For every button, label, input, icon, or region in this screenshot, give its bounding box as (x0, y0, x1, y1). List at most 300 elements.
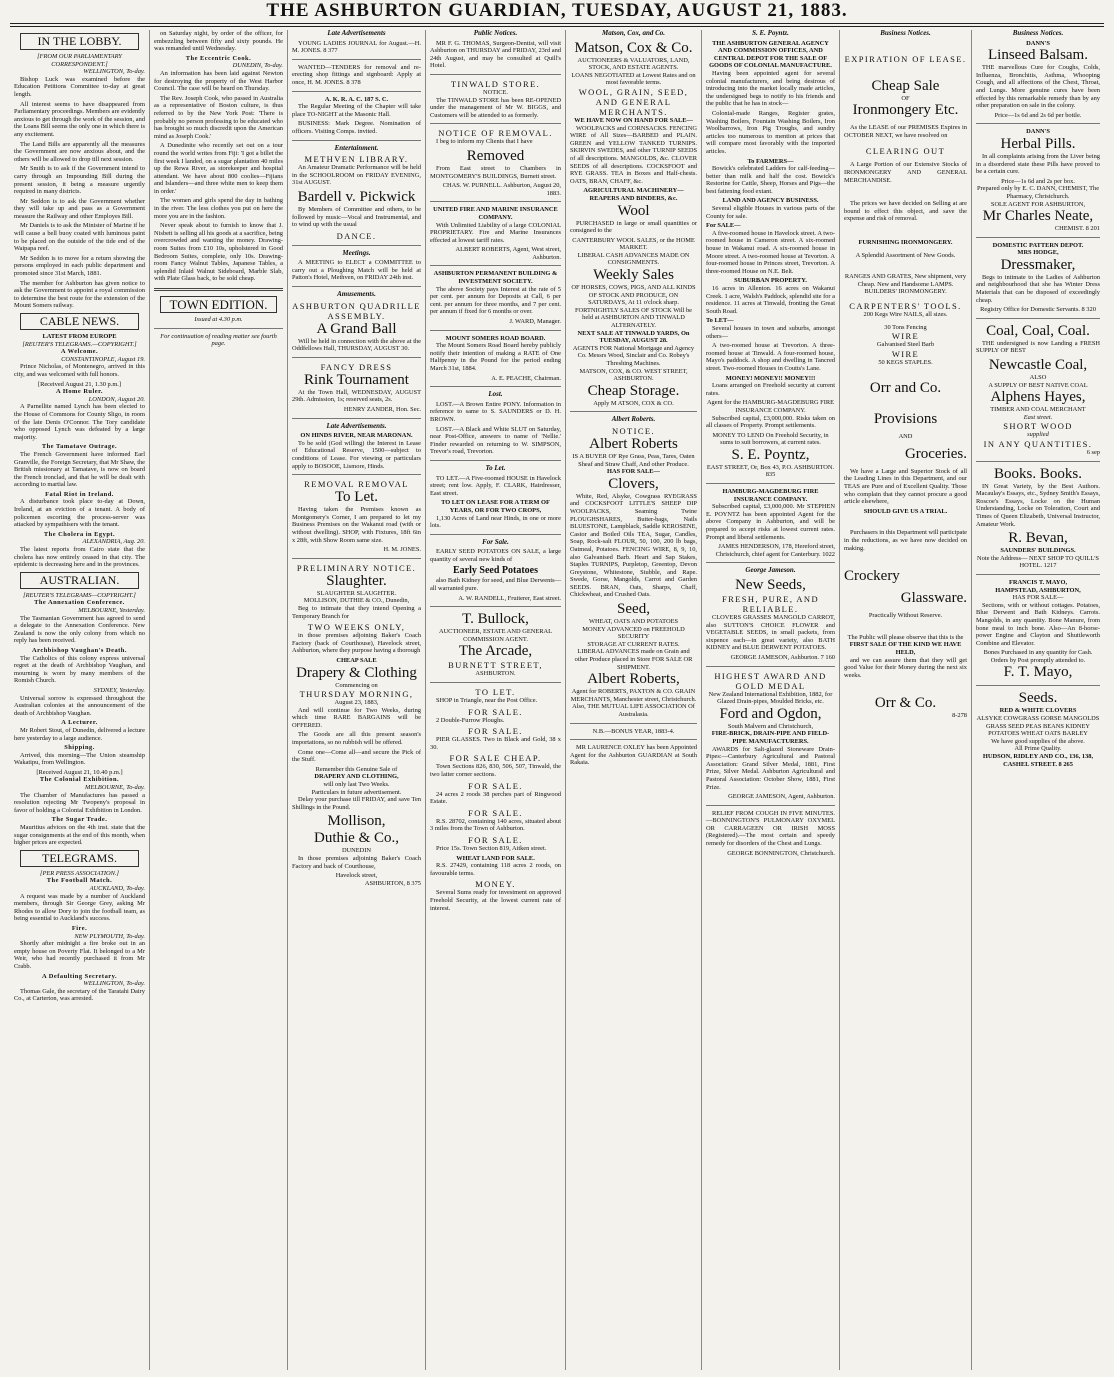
divider (430, 330, 561, 331)
ad-title: Cheap Storage. (587, 382, 680, 399)
ad-para: R.S. 27429, containing 118 acres 2 roods, on favourable terms. (430, 862, 561, 877)
ad-heading: To FARMERS— (747, 157, 794, 165)
ad-line: RANGES AND GRATES, New shipment, very Cheap. New and Handsome LAMPS. BUILDERS' IRONMONGERY. (844, 273, 967, 296)
ad-line: All Prime Quality. (1014, 745, 1062, 753)
ad-heading: SHOULD GIVE US A TRIAL. (863, 507, 948, 515)
divider (292, 558, 421, 559)
ad-sig: GEORGE BONNINGTON, Christchurch. (727, 849, 835, 857)
ad-para: THE marvellous Cure for Coughs, Colds, Influenza, Bronchitis, Asthma, Whooping Cough, and all affections of the Chest, Throat, and Lungs. More genuine cures have been effected by this remarkable remedy than by any other preparation on sale in the colony. (976, 64, 1100, 110)
ad-line: LIBERAL CASH ADVANCES MADE ON CONSIGNMENTS. (577, 251, 690, 267)
masthead-rule (10, 23, 1104, 24)
news-para: The Land Bills are apparently all the measures the Government are now anxious about, and the others will be allowed to drop till next session. (14, 140, 145, 163)
ad-sig: 6 sep (1086, 449, 1100, 456)
ad-sig: 8-278 (952, 712, 967, 720)
news-para: The member for Ashburton has given notice to ask the Government to appoint a royal commission to determine the best route for the extension of the Mount Somers railway. (14, 279, 145, 310)
ad-title: Crockery (844, 568, 900, 585)
telegrams-heading: TELEGRAMS. (20, 850, 139, 867)
ad-heading: FOR SALE. (468, 780, 523, 791)
section-header: Late Advertisements. (326, 421, 387, 430)
ad-title: Duthie & Co., (314, 830, 399, 847)
divider (976, 461, 1100, 462)
ad-para: Town Sections 826, 830, 506, 507, Tinwald, the two latter corner sections. (430, 763, 561, 778)
ad-line: Bones Purchased in any quantity for Cash. (983, 649, 1093, 657)
ad-heading: CARPENTERS' TOOLS. (849, 300, 962, 311)
ad-para: Having taken the Premises known as Montgomery's Corner, I am prepared to let my Business Premises on the Wakanui road (with or without dwelling). SHOP, with Fixtures, 18ft 6in x 28ft, with Show Room same size. (292, 506, 421, 544)
cable-sub: LATEST FROM EUROPE (42, 333, 117, 340)
ad-line: MATSON, COX, & CO. WEST STREET, ASHBURTON. (579, 367, 688, 383)
news-para: A Dunedinite who recently set out on a tour round the world writes from Fiji: 'I got a billet the first week I landed, on a sugar plantation 40 miles up the Rewa River, as storekeeper and hospital attendant. We have about 800 coolies—Fijians and Islanders—and three white men to keep them in order.' (154, 142, 283, 195)
ad-para: WANTED—TENDERS for removal and re-erecting shop fittings and signboard: Apply at once, H. M. JONES. 8 378 (292, 63, 421, 86)
ad-para: From East street to Chambers in MONTGOMERY'S BUILDINGS, Burnett street. (430, 164, 561, 180)
ad-heading: TINWALD STORE. (450, 78, 541, 89)
ad-para: IN Great Variety, by the Best Authors. Macaulay's Essays, etc., Sydney Smith's Essays, Roscoe's Essays, Locke on the Human Understanding, Locke on Toleration, Court and Times of Queen Elizabeth, Universal Instructor, Amateur Work. (976, 482, 1100, 528)
ad-heading: FOR SALE CHEAP. (449, 753, 542, 764)
ad-line: Practically Without Reserve. (868, 612, 943, 620)
dateline: SYDNEY, Yesterday. (93, 686, 145, 694)
ad-title: Matson, Cox & Co. (574, 39, 693, 56)
ad-heading: FURNISHING IRONMONGERY. (858, 238, 953, 246)
ad-sig: JAMES HENDERSON, 178, Hereford street, Christchurch, chief agent for Canterbury. 1022 (715, 543, 835, 558)
ad-line: 30 Tons Fencing (884, 323, 927, 331)
ad-para: MR LAURENCE OXLEY has been Appointed Agent for the Ashburton GUARDIAN at South Rakaia. (570, 744, 697, 767)
divider (292, 91, 421, 92)
ad-heading: WE HAVE NOW ON HAND FOR SALE— (574, 116, 693, 124)
ad-para: The Mount Somers Road Board hereby publicly notify their intention of making a RATE of One Halfpenny in the Pound for the period ending March 31st, 1884. (430, 342, 561, 372)
divider (706, 483, 835, 484)
divider (430, 534, 561, 535)
ad-title: Removed (466, 147, 525, 164)
ad-sig: ASHBURTON, 8 375 (364, 879, 421, 887)
divider (706, 805, 835, 806)
ad-para: A two-roomed house at Trevorton. A three-roomed house at Tinwald. A four-roomed house, Mayo's paddock. A shop and dwelling in Tancred street. Two-roomed Houses in Coutts's Lane. (706, 342, 835, 372)
ad-para: Price 15s. Town Section 819, Aitken street. (436, 844, 547, 852)
town-edition-heading: TOWN EDITION. (160, 296, 277, 313)
divider (430, 265, 561, 266)
section-header: Entertainment. (334, 143, 379, 152)
section-header: Amusements. (337, 290, 376, 299)
news-para: A disturbance took place to-day at Down, Ireland, at an eviction of a tenant. A body of policemen escorting the process-server was attacked by sympathisers with the tenant. (14, 498, 145, 529)
ad-sig: GEORGE JAMESON, Agent, Ashburton. (728, 793, 835, 801)
ad-sig: CHAS. W. PURNELL. Ashburton, August 20, 1883. (442, 182, 561, 197)
ad-para: The prices we have decided on Selling at are bound to effect this object, and save the expense and risk of removal. (844, 200, 967, 223)
news-subhead: The Tamatave Outrage. (41, 443, 118, 451)
dateline: LONDON, August 20. (88, 395, 145, 403)
lobby-heading: IN THE LOBBY. (20, 33, 139, 50)
ad-para: The Regular Meeting of the Chapter will take place TO-NIGHT at the Masonic Hall. (292, 103, 421, 118)
divider (292, 140, 421, 141)
news-subhead: A Welcome. (60, 348, 99, 356)
ad-title: Books. Books. (994, 465, 1082, 482)
ad-line: AUCTIONEERS & VALUATORS, LAND, STOCK, AND ESTATE AGENTS. (577, 56, 690, 72)
ad-title: Orr & Co. (874, 695, 937, 712)
ad-line: Commencing on (335, 681, 378, 689)
divider (292, 59, 421, 60)
ad-line: IS A BUYER OF Rye Grass, Peas, Tares, Oaten Sheaf and Straw Chaff, And other Produce. (572, 452, 695, 468)
divider (430, 606, 561, 607)
ad-heading: FRANCIS T. MAYO, (1008, 578, 1068, 586)
ad-heading: For SALE— (706, 222, 741, 230)
ad-heading: HAMPSTEAD, ASHBURTON, (995, 586, 1081, 594)
ad-para: 16 acres in Allenton. 16 acres on Wakanui Creek. 1 acre, Walsh's Paddock, splendid site for a residence. 11 acres at Tinwald, fronting the Great South Road. (706, 285, 835, 315)
column-header: Late Advertisements (327, 30, 386, 37)
divider (430, 123, 561, 124)
ad-para: BUSINESS: Mark Degree. Nomination of officers. Visiting Comps. invited. (292, 120, 421, 135)
news-subhead: The Annexation Conference. (34, 599, 125, 607)
ad-title: Linseed Balsam. (988, 47, 1088, 64)
masthead-rule-2 (10, 26, 1104, 27)
ad-line: ALSO (1029, 374, 1047, 382)
ad-para: Delay your purchase till FRIDAY, and save Ten Shillings in the Pound. (292, 796, 421, 811)
ad-line: Price—1s 6d and 2s 6d per bottle. (994, 111, 1082, 119)
divider (292, 418, 421, 419)
column-header: Matson, Cox, and Co. (601, 30, 666, 37)
ad-line: MOLLISON, DUTHIE & CO., Dunedin, (303, 597, 410, 605)
ad-para: Will be held in connection with the above at the Oddfellows Hall, THURSDAY, AUGUST 30. (292, 337, 421, 353)
ad-sig: H. M. JONES. (383, 546, 421, 554)
ad-title: Albert Roberts, (587, 671, 680, 688)
news-para: Never speak about to furnish to know that J. Nisbett is selling all his goods at a sacrifice, being overcrowded and wanting the money. Drawing-room Suites from £10 10s, upholstered in Good Bedroom Suites, complete, only 10s. Drawing-room Fancy Walnut Tables, Japanese Tables, a splendid Inlaid Walnut Sideboard, Marble Slab, with Plate Glass back, to be sold cheap. (154, 222, 283, 283)
ad-line: 200 Kegs Wire NAILS, all sizes. (863, 310, 948, 318)
ad-line: Agent for the HAMBURG-MAGDEBURG FIRE INSURANCE COMPANY. (706, 399, 835, 414)
ad-line: HAS FOR SALE— (1012, 594, 1064, 602)
ad-para: Beg to intimate that they intend Opening a Temporary Branch for (292, 604, 421, 620)
column-ads-2 (426, 30, 566, 1370)
ad-para: RELIEF FROM COUGH IN FIVE MINUTES.—BONNINGTON'S PULMONARY OXYMEL OR CARRAGEEN OR IRISH MOSS (Registered).—The most certain and speedy remedy for disorders of the Chest and Lungs. (706, 809, 835, 848)
ad-line: The Public will please observe that this is the (847, 633, 964, 641)
ad-title: Albert Roberts (589, 435, 678, 452)
ad-title: Bardell v. Pickwick (297, 188, 416, 205)
ad-line: STORAGE AT CURRENT RATES. (587, 640, 680, 648)
ad-heading: HAMBURG-MAGDEBURG FIRE INSURANCE COMPANY. (722, 488, 819, 503)
ad-line: Note the Address— NEXT SHOP TO QUILL'S HOTEL. 1217 (977, 554, 1099, 570)
ad-title: Seeds. (1018, 690, 1058, 707)
ad-para: MR F. G. THOMAS, Surgeon-Dentist, will visit Ashburton on THURSDAY and FRIDAY, 23rd and 24th August, and may be consulted at Quill's Hotel. (430, 39, 561, 70)
column-header: Business Notices. (1012, 30, 1064, 37)
news-subhead: Fatal Riot in Ireland. (45, 490, 114, 498)
lobby-sub: [FROM OUR PARLIAMENTARY CORRESPONDENT.] (37, 53, 122, 68)
ad-para: THE undersigned is now Landing a FRESH SUPPLY OF BEST (976, 339, 1100, 355)
ad-para: An Amateur Dramatic Performance will be held in the SCHOOLROOM on FRIDAY EVENING, 31st AUGUST. (292, 164, 421, 187)
ad-title: Provisions (873, 411, 938, 428)
news-subhead: Fire. (71, 924, 88, 932)
news-para: Arrived, this morning—The Union steamship Wakatipu, from Wellington. (14, 751, 145, 767)
ad-line: LIBERAL ADVANCES made on Grain and other Produce placed in Store FOR SALE OR SHIPMENT. (574, 648, 693, 671)
section-header: George Jameson. (745, 566, 796, 575)
divider (706, 562, 835, 563)
aus-sub: [REUTER'S TELEGRAMS—COPYRIGHT.] (23, 591, 136, 599)
ad-heading: TWO WEEKS ONLY, (307, 622, 406, 633)
ad-title: The Arcade, (458, 643, 533, 660)
ad-title: Herbal Pills. (1000, 135, 1076, 152)
ad-sig: HENRY ZANDER, Hon. Sec. (343, 406, 421, 414)
dateline: MELBOURNE, To-day. (85, 784, 145, 792)
column-business-1 (840, 30, 972, 1370)
ad-line: CANTERBURY WOOL SALES, or the HOME MARKET. (572, 236, 695, 252)
ad-line: EAST STREET, Or, Box 43, P.O. ASHBURTON. 835 (706, 463, 835, 479)
ad-para: The above Society pays Interest at the rate of 5 per cent. per annum for Deposits at Call, 6 per cent. per annum for three months, and 7 per cent. per annum if fixed for 6 months or over. (430, 285, 561, 316)
ad-title: Alphens Hayes, (990, 389, 1086, 406)
news-para: The latest reports from Cairo state that the cholera has now entirely ceased in that city. The epidemic is decreasing here and in the provinces. (14, 546, 145, 569)
ad-line: Orders by Post promptly attended to. (990, 656, 1086, 664)
ad-para: LOST.—A Brown Entire PONY. Information in reference to same to S. SAUNDERS or D. H. BROWN. (430, 400, 561, 423)
ad-line: New Zealand International Exhibition, 1882, for Glazed Drain-pipes, Moulded Bricks, etc. (708, 690, 833, 706)
ad-para: LOST.—A Black and White SLUT on Saturday, near Post-Office, answers to name of 'Nellie.' Finder rewarded on returning to W. SIMPSON, Trevor's road, Trevorton. (430, 425, 561, 456)
ad-para: Subscribed capital, £3,000,000. Risks taken on all classes of Property. Prompt settlements. (706, 414, 835, 430)
town-continuation: For continuation of reading matter see fourth page. (160, 332, 277, 348)
dateline: WELLINGTON, To-day. (83, 68, 145, 76)
ad-heading: THE ASHBURTON GENERAL AGENCY AND COMMISSION OFFICES, AND CENTRAL DEPOT FOR THE SALE OF GOODS OF COLONIAL MANUFACTURE. (709, 39, 832, 70)
ad-para: 1,130 Acres of Land near Hinds, in one or more lots. (430, 514, 561, 530)
ad-para: In all complaints arising from the Liver being in a disordered state these Pills have proved to be a certain cure. (976, 152, 1100, 176)
news-para: Bishop Luck was examined before the Education Petitions Committee to-day at great length. (14, 75, 145, 98)
ad-heading: DOMESTIC PATTERN DEPOT. (992, 241, 1084, 249)
column-header: Public Notices. (473, 30, 518, 37)
ad-heading: WIRE (891, 331, 920, 342)
ad-heading: FIRST SALE OF THE KIND WE HAVE HELD, (849, 641, 962, 656)
ad-title: Coal, Coal, Coal. (986, 322, 1090, 339)
ad-para: Loans arranged on Freehold security at current rates. (706, 382, 835, 397)
divider (976, 574, 1100, 575)
ad-heading: FOR SALE. (468, 726, 523, 737)
ad-heading: DRAPERY AND CLOTHING, (314, 773, 399, 781)
ad-title: A Grand Ball (316, 320, 397, 337)
divider (430, 201, 561, 202)
news-subhead: A Lecturer. (61, 719, 98, 727)
news-para: A request was made by a number of Auckland members, through Sir George Grey, asking Mr Rhodes to allow Dory to join the football team, as being essential to Auckland's success. (14, 892, 145, 923)
ad-para: We have a Large and Superior Stock of all the Leading Lines in this Department, and our TEAS are Pure and of Excellent Quality. Those who complain that they cannot procure a good article elsewhere, (844, 467, 967, 506)
ad-title: Ford and Ogdon, (719, 705, 822, 722)
ad-line: TIMBER AND COAL MERCHANT (990, 406, 1086, 414)
ad-heading: DANN'S (1026, 128, 1050, 136)
section-header: Meetings. (342, 248, 371, 257)
news-para: Mr Seddon is to move for a return showing the persons employed in each public department and promoted since 31st March, 1881. (14, 254, 145, 278)
ad-line: A Splendid Assortment of New Goods. (855, 251, 956, 259)
ad-para: Come one—Come all—and secure the Pick of the Stuff. (292, 748, 421, 764)
ad-para: TO LET.—A Five-roomed HOUSE in Havelock street; rent low. Apply, F. CLARK, Hairdresser, East street. (430, 474, 561, 497)
news-subhead: The Eccentric Cook. (185, 54, 252, 62)
section-header: To Let. (485, 463, 506, 472)
ad-title: Wool (617, 202, 650, 219)
ad-sig: A. E. PEACHE, Chairman. (491, 374, 561, 382)
news-subhead: The Sugar Trade. (51, 816, 108, 824)
news-para: All interest seems to have disappeared from Parliamentary proceedings. Members are evidently anxious to get through the work of the session, and the Loans Bill seems the only one in which there is any excitement. (14, 100, 145, 138)
divider (154, 288, 283, 291)
columns (10, 30, 1104, 1370)
ad-line: N.B.—BONUS YEAR, 1883-4. (592, 727, 675, 735)
news-subhead: Archbishop Vaughan's Death. (32, 646, 127, 654)
ad-para: 24 acres 2 roods 38 perches part of Ringwood Estate. (430, 790, 561, 806)
ad-heading: MONEY. (475, 879, 516, 890)
ad-line: OF HORSES, COWS, PIGS, AND ALL KINDS OF STOCK AND PRODUCE, ON SATURDAYS, At 11 o'clock sharp. (571, 284, 696, 307)
ad-para: also Bath Kidney for seed, and Blue Derwents—all warranted pure. (430, 577, 561, 593)
received: [Received August 21, 10.40 p.m.] (36, 768, 123, 776)
news-subhead: The Cholera in Egypt. (43, 530, 116, 538)
ad-line: supplied (1027, 431, 1049, 439)
ad-line: will only last Two Weeks. (323, 781, 390, 789)
dateline: WELLINGTON, To-day. (83, 980, 145, 988)
divider (292, 474, 421, 475)
news-subhead: A Home Ruler. (56, 388, 103, 396)
ad-line: Registry Office for Domestic Servants. 8 320 (980, 306, 1096, 314)
ad-heading: RED & WHITE CLOVERS (999, 707, 1077, 715)
ad-heading: UNITED FIRE AND MARINE INSURANCE COMPANY. (433, 206, 558, 221)
dateline: ALEXANDRIA, Aug. 20. (82, 538, 145, 546)
ad-heading: FIRE-BRICK, DRAIN-PIPE AND FIELD-PIPE MANUFACTURERS. (711, 730, 830, 745)
divider (570, 739, 697, 740)
divider (292, 245, 421, 246)
ad-heading: PRELIMINARY NOTICE. (296, 562, 417, 573)
ad-title: New Seeds, (735, 577, 806, 593)
ad-para: A five-roomed house in Havelock street. A two-roomed house in Cameron street. A six-roomed house in Wakanui road. A six-roomed house in Moore street. A two-roomed house at Tevorton. A four-roomed house in Princes street, Trevorton. A three-roomed House on N.E. Belt. (706, 229, 835, 275)
column-news-2 (150, 30, 288, 1370)
ad-heading: CHEAP SALE (336, 656, 377, 664)
ad-para: A MEETING to ELECT a COMMITTEE to carry out a Ploughing Match will be held at Patton's Hotel, Methven, on FRIDAY 24th inst. (292, 259, 421, 282)
divider (976, 318, 1100, 319)
ad-line: AND (898, 433, 913, 441)
town-edition-sub: Issued at 4.30 p.m. (194, 316, 243, 323)
ad-heading: MONEY! MONEY!! MONEY!!! (725, 374, 816, 382)
news-para: Mr Robert Stout, of Dunedin, delivered a lecture here yesterday to a large audience. (14, 726, 145, 742)
ad-para: Several houses in town and suburbs, amongst others— (706, 324, 835, 340)
ad-line: Havelock street, (335, 872, 378, 880)
ad-para: Bowick's celebrated Ladders for calf-feeding—better than milk and half the cost. Bowick's Restorine for Cattle, Sheep, Horses and Pigs—the best fattening food extant. (706, 165, 835, 195)
column-ads-4 (702, 30, 840, 1370)
divider (976, 237, 1100, 238)
ad-title: Newcastle Coal, (988, 357, 1088, 374)
dateline: NEW PLYMOUTH, To-day. (74, 932, 145, 940)
ad-title: T. Bullock, (462, 611, 529, 628)
news-subhead: A Defaulting Secretary. (41, 972, 118, 980)
ad-heading: TO LET ON LEASE FOR A TERM OF YEARS, OR FOR TWO CROPS, (441, 499, 550, 514)
news-para: Mauritius advices on the 4th inst. state that the sugar consignments at the end of this month, when higher prices are expected. (14, 824, 145, 847)
news-subhead: The Colonial Exhibition. (39, 776, 120, 784)
ad-sig: GEORGE JAMESON, Ashburton. 7 160 (730, 653, 835, 661)
dateline: MELBOURNE, Yesterday. (78, 607, 145, 614)
ad-line: August 23, 1883, (334, 699, 379, 707)
ad-title: Seed, (617, 601, 650, 618)
divider (430, 682, 561, 683)
ad-heading: REMOVAL REMOVAL (304, 479, 409, 490)
ad-para: Begs to intimate to the Ladies of Ashburton and neighbourhood that she has Winter Dress Materials that can be disposed of exceedingly cheap. (976, 273, 1100, 304)
ad-heading: CLEARING OUT (865, 146, 946, 157)
cable-sub2: [REUTER'S TELEGRAMS.—COPYRIGHT.] (22, 340, 137, 348)
ad-title: Early Seed Potatoes (453, 565, 538, 577)
ad-para: AWARDS for Salt-glazed Stoneware Drain-Pipes:—Canterbury Agricultural and Pastoral Association: Grand Silver Medal, 1881, First Prize, Silver Medal. Ashburton Agricultural and Pastoral Association: October Show, 1881, First Prize. (706, 745, 835, 791)
ad-para: And will continue for Two Weeks, during which time RARE BARGAINS will be OFFERED. (292, 706, 421, 729)
ad-title: Mollison, (327, 813, 386, 830)
ad-title: Orr and Co. (869, 380, 942, 397)
news-para: Universal sorrow is expressed throughout the Australian colonies at the announcement of the death of Archbishop Vaughan. (14, 694, 145, 717)
ad-para: in those premises adjoining Baker's Coach Factory (back of Courthouse), Havelock street, Ashburton, where they purpose having a thorough (292, 632, 421, 655)
ad-para: By Members of Committee and others, to be followed by music—Vocal and Instrumental, and to wind up with the usual (292, 205, 421, 229)
ad-heading: FOR SALE. (468, 807, 523, 818)
ad-para: The TINWALD STORE has been RE-OPENED under the management of Mr W. BIGGS, and Customers will be attended to as formerly. (430, 96, 561, 119)
ad-line: DUNEDIN (341, 847, 372, 855)
divider (976, 123, 1100, 124)
ad-title: R. Bevan, (1008, 530, 1068, 547)
ad-line: AGENTS FOR National Mortgage and Agency Co. Messrs Wood, Sinclair and Co. Robey's Threshing Machines. (572, 344, 695, 367)
ad-sig: A. W. RANDELL, Fruiterer, East street. (458, 594, 561, 602)
news-para: Prince Nicholas, of Montenegro, arrived in this city, and was welcomed with full honors. (14, 363, 145, 378)
ad-heading: FRESH, PURE, AND RELIABLE. (721, 594, 820, 614)
ad-para: With Unlimited Liability of a large COLONIAL PROPRIETARY. Fire and Marine Insurances effected at lowest tariff rates. (430, 221, 561, 244)
ad-para: In those premises adjoining Baker's Coach Factory and back of Courthouse, (292, 855, 421, 870)
divider (154, 328, 283, 329)
ad-heading: SUBURBAN PROPERTY. (734, 277, 807, 285)
ad-title: Rink Tournament (304, 371, 409, 388)
news-para: on Saturday night, by order of the officer, for embezzling between fifty and sixty pounds. He was remanded until Wednesday. (154, 30, 283, 53)
column-ads-3 (566, 30, 702, 1370)
ad-heading: ASHBURTON PERMANENT BUILDING & INVESTMENT SOCIETY. (433, 270, 558, 286)
ad-title: Dressmaker, (1000, 256, 1076, 273)
ad-heading: IN ANY QUANTITIES. (983, 439, 1093, 449)
column-news (10, 30, 150, 1370)
cable-heading: CABLE NEWS. (20, 313, 139, 330)
ad-heading: METHVEN LIBRARY. (304, 154, 409, 165)
ad-heading: A. K. R. A. C. 187 S. C. (324, 95, 389, 103)
divider (706, 666, 835, 667)
ad-title: F. T. Mayo, (1003, 664, 1073, 681)
section-header: Albert Roberts. (611, 415, 656, 424)
ad-para: Colonial-made Ranges, Register grates, Washing Boilers, Fountain Washing Boilers, Iron Woolbarrows, Iron Pig Troughs, and sundry articles too numerous to mention at prices that will compare most favorably with the imported articles. (706, 109, 835, 155)
ad-heading: NOTICE. (611, 425, 656, 436)
ad-line: A SUPPLY OF BEST NATIVE COAL (988, 381, 1088, 389)
news-para: The French Government have informed Earl Granville, the Foreign Secretary, that Mr Shaw, the British missionary at Tamatave, is now on board the French ironclad, and that he will be dealt with according to martial law. (14, 450, 145, 489)
column-header: S. E. Poyntz. (752, 30, 789, 37)
ad-para: The Goods are all this present season's importations, so no rubbish will be offered. (292, 731, 421, 747)
ad-para: WOOLPACKS and CORNSACKS. FENCING WIRE of All Sizes—BARBED and PLAIN. GREEN and YELLOW TANKED TURNIPS. SKIRVIN SWEDES, and other TURNIP SEEDS of all descriptions. MANGOLDS, &c. CLOVER SEEDS of all descriptions. COCKSFOOT and RYE GRASS. TEA in Boxes and Half-chests. OATS, BRAN, CHAFF, &c. (570, 124, 697, 185)
ad-heading: FANCY DRESS (320, 361, 393, 372)
news-subhead: Shipping. (64, 744, 95, 752)
ad-para: Having been appointed agent for several colonial manufacturers, and being desirous of introducing into the market locally made articles, the undersigned begs to notify to his friends and the public that he has in stock— (706, 69, 835, 108)
ad-para: CLOVERS GRASSES MANGOLD CARROT, also SUTTON'S CHOICE FLOWER and VEGETABLE SEEDS, in small packets, from sixpence each—in great variety, also BATH KIDNEY and BLUE DERWENT POTATOES. (706, 614, 835, 652)
ad-title: Drapery & Clothing (296, 664, 417, 681)
divider (570, 723, 697, 724)
ad-title: Weekly Sales (593, 267, 674, 284)
ad-heading: SHORT WOOD (1003, 421, 1073, 432)
ad-line: Remember this Genuine Sale of (315, 765, 398, 773)
news-para: Shortly after midnight a fire broke out in an empty house on Poverty Flat. It belonged to a Mr Weir, who had recently purchased it from Mr Crabb. (14, 940, 145, 970)
news-para: Mr Seddon is to ask the Government whether they will take up and pass as a Government measure the Railway and other Employes Bill. (14, 197, 145, 220)
news-para: The Catholics of this colony express universal regret at the death of Archbishop Vaughan, and mourning is worn by many members of the Romish Church. (14, 654, 145, 685)
ad-para: PURCHASED in large or small quantities or consigned to the (570, 219, 697, 235)
tel-sub: [PER PRESS ASSOCIATION.] (40, 869, 119, 877)
ad-para: At the Town Hall, WEDNESDAY, AUGUST 29th. Admission, 1s; reserved seats, 2s. (292, 388, 421, 404)
ad-para: 2 Double-Furrow Ploughs. (436, 716, 505, 724)
ad-title: Ironmongery Etc. (852, 102, 959, 119)
dateline: CONSTANTINOPLE, August 19. (61, 355, 145, 363)
ad-heading: HUDSON, RIDLEY AND CO., 136, 138, CASHEL STREET. 8 265 (982, 753, 1094, 768)
masthead: THE ASHBURTON GUARDIAN, TUESDAY, AUGUST 21, 1883. (266, 0, 848, 21)
ad-para: Subscribed capital, £3,000,000. Mr STEPHEN E. POYNTZ has been appointed Agent for the above Company in Ashburton, and will be prepared to accept risks at lowest current rates. Prompt and liberal settlements. (706, 503, 835, 541)
divider (292, 286, 421, 287)
ad-title: To Let. (334, 489, 379, 506)
dateline: DUNEDIN, To-day. (232, 62, 283, 70)
ad-heading: DANCE. (336, 230, 377, 241)
news-para: Mr Smith is to ask if the Government intend to carry through an Impounding Bill during the present session, it being a measure urgently required in many districts. (14, 165, 145, 196)
ad-sig: ALBERT ROBERTS, Agent, West street, Ashburton. (455, 246, 561, 261)
ad-line: AUCTIONEER, ESTATE AND GENERAL COMMISSION AGENT. (438, 628, 553, 643)
ad-heading: EXPIRATION OF LEASE. (844, 53, 967, 64)
ad-heading: ON HINDS RIVER, NEAR MARONAN. (300, 432, 413, 440)
ad-heading: MRS HODGE, (1017, 249, 1059, 257)
ad-title: Cheap Sale (871, 77, 940, 94)
ad-para: SHOP in Triangle, near the Post Office. (436, 697, 538, 705)
ad-para: White, Red, Alsyke, Cowgrass RYEGRASS and COCKSFOOT LITTLE'S SHEEP DIP WOOLPACKS, Seaming Twine PLOUGHSHARES, Butter-bags, Nails BLUESTONE, Lampblack, Saddle KEROSENE, Castor and Boiled Oils TEA, Sugar, Candles, Soap, Rock-salt FLOUR, 50, 100, 200 lb bags, Oatmeal, Potatoes. FENCING WIRE, 8, 9, 10, also Galvanised Barb. Heart and Sap Stakes, Staples TURNIPS, Purpletop, Greentop, Devon Greystone, Whitestone, Stubble, and Rape. Swede, Gorse, Mangolds, Carrot and Garden SEEDS. BRAN, Oats, Sharps, Chaff, Chickwheat, and Crushed Oats. (570, 492, 697, 599)
ad-line: East street. (1023, 413, 1053, 421)
news-para: The Chamber of Manufactures has passed a resolution rejecting Mr Twopeny's proposal in favor of holding a Colonial Exhibition in London. (14, 791, 145, 814)
ad-heading: HAS FOR SALE— (607, 468, 660, 476)
